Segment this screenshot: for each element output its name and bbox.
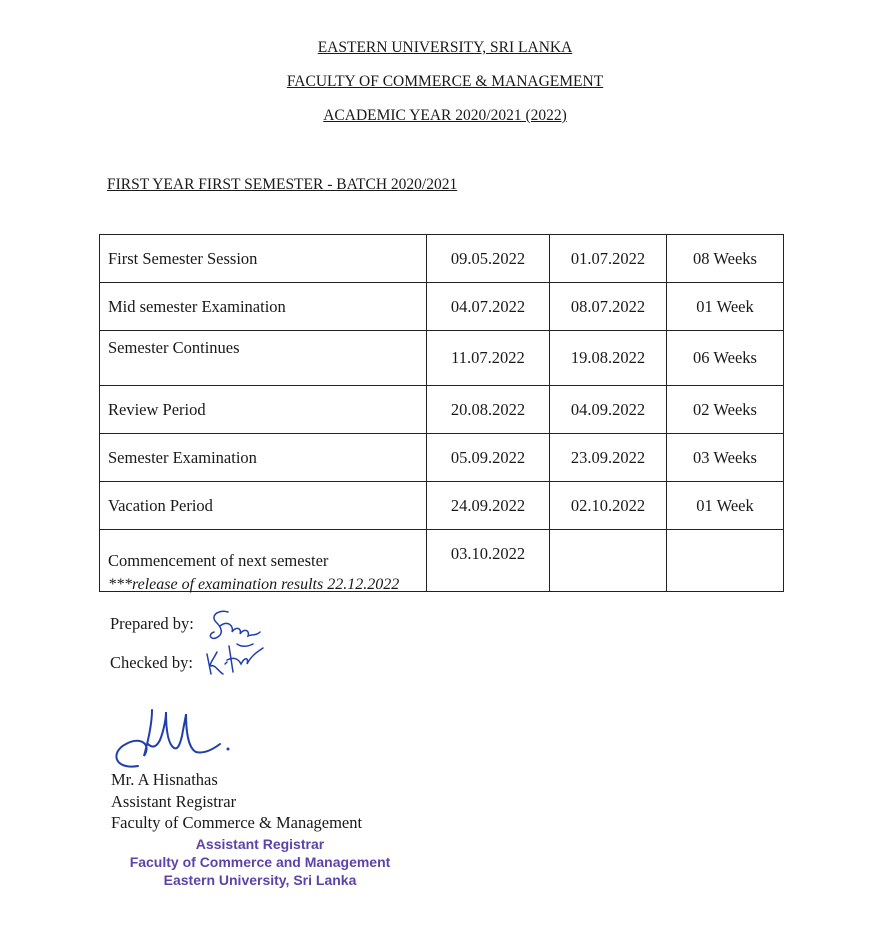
end-date-cell: 19.08.2022 bbox=[550, 331, 667, 386]
end-date-cell: 02.10.2022 bbox=[550, 482, 667, 530]
start-date-cell: 04.07.2022 bbox=[427, 283, 550, 331]
signatory-name: Mr. A Hisnathas bbox=[111, 770, 218, 789]
signatory-block bbox=[111, 769, 362, 834]
start-date-cell: 11.07.2022 bbox=[427, 331, 550, 386]
end-date-cell: 23.09.2022 bbox=[550, 434, 667, 482]
duration-cell: 06 Weeks bbox=[667, 331, 784, 386]
official-stamp bbox=[120, 835, 400, 889]
faculty-heading: FACULTY OF COMMERCE & MANAGEMENT bbox=[286, 73, 604, 90]
activity-cell: Semester Continues bbox=[100, 331, 427, 386]
end-date-cell bbox=[550, 530, 667, 592]
stamp-line-3: Eastern University, Sri Lanka bbox=[163, 872, 357, 888]
activity-cell: Commencement of next semester bbox=[100, 530, 427, 592]
registrar-signature bbox=[108, 704, 238, 774]
duration-cell: 03 Weeks bbox=[667, 434, 784, 482]
schedule-table bbox=[99, 234, 784, 592]
activity-cell: Semester Examination bbox=[100, 434, 427, 482]
end-date-cell: 01.07.2022 bbox=[550, 235, 667, 283]
university-heading: EASTERN UNIVERSITY, SRI LANKA bbox=[317, 39, 573, 56]
stamp-line-1: Assistant Registrar bbox=[195, 836, 325, 852]
start-date-cell: 05.09.2022 bbox=[427, 434, 550, 482]
start-date-cell: 24.09.2022 bbox=[427, 482, 550, 530]
end-date-cell: 04.09.2022 bbox=[550, 386, 667, 434]
start-date-cell: 09.05.2022 bbox=[427, 235, 550, 283]
academic-year-heading: ACADEMIC YEAR 2020/2021 (2022) bbox=[323, 107, 567, 124]
activity-cell: Review Period bbox=[100, 386, 427, 434]
table-row bbox=[100, 235, 784, 283]
results-release-note: ***release of examination results 22.12.2022 bbox=[108, 576, 400, 593]
activity-cell: Vacation Period bbox=[100, 482, 427, 530]
table-row bbox=[100, 482, 784, 530]
duration-cell: 01 Week bbox=[667, 283, 784, 331]
checked-by-initials-signature bbox=[203, 634, 269, 682]
table-row bbox=[100, 386, 784, 434]
duration-cell: 02 Weeks bbox=[667, 386, 784, 434]
duration-cell bbox=[667, 530, 784, 592]
prepared-by-label: Prepared by: bbox=[110, 614, 194, 633]
start-date-cell: 03.10.2022 bbox=[427, 530, 550, 592]
activity-cell: First Semester Session bbox=[100, 235, 427, 283]
signatory-department: Faculty of Commerce & Management bbox=[111, 813, 363, 832]
checked-by-label: Checked by: bbox=[110, 653, 193, 672]
duration-cell: 01 Week bbox=[667, 482, 784, 530]
table-row bbox=[100, 283, 784, 331]
signatory-title: Assistant Registrar bbox=[111, 791, 237, 811]
stamp-line-2: Faculty of Commerce and Management bbox=[129, 854, 391, 870]
table-row bbox=[100, 434, 784, 482]
duration-cell: 08 Weeks bbox=[667, 235, 784, 283]
semester-subtitle: FIRST YEAR FIRST SEMESTER - BATCH 2020/2021 bbox=[107, 176, 458, 193]
table-row bbox=[100, 331, 784, 386]
start-date-cell: 20.08.2022 bbox=[427, 386, 550, 434]
activity-cell: Mid semester Examination bbox=[100, 283, 427, 331]
end-date-cell: 08.07.2022 bbox=[550, 283, 667, 331]
